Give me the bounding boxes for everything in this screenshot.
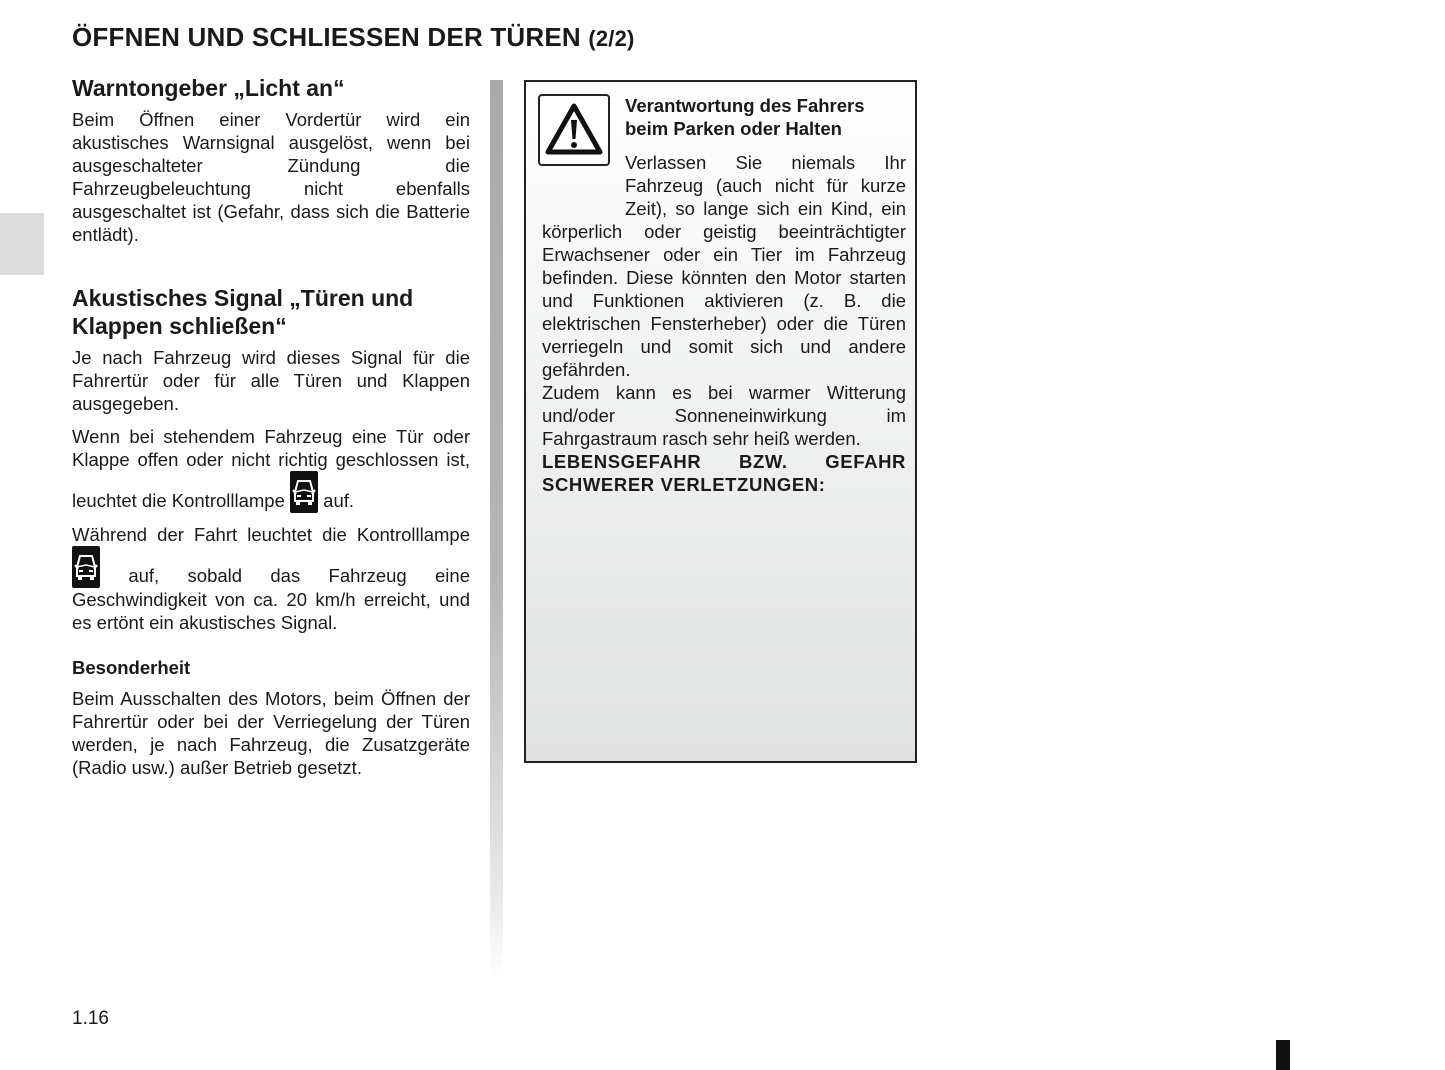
paragraph-text: Während der Fahrt leuchtet die Kontrolllampe [72,524,470,545]
page-number: 1.16 [72,1008,109,1029]
left-column [72,74,470,789]
warning-content [542,94,906,496]
section-heading-door-signal: Akustisches Signal „Türen und Klappen schließen“ [72,285,414,339]
door-open-warning-icon [72,546,100,588]
warning-emphasis: LEBENSGEFAHR BZW. GEFAHR SCHWERER VERLETZUNGEN: [542,451,906,495]
page-edge-marker [1276,1040,1290,1070]
section-heading-special: Besonderheit [72,657,191,678]
page-title-text: ÖFFNEN UND SCHLIESSEN DER TÜREN [72,22,581,52]
section-paragraph-light-warning: Beim Öffnen einer Vordertür wird ein akustisches Warnsignal ausgelöst, wenn bei ausgeschalteter Zündung die Fahrzeugbeleuchtung nicht ebenfalls ausgeschaltet ist (Gefahr, dass sich die Batterie entlädt). [72,109,470,245]
paragraph-text: auf. [323,490,355,511]
warning-paragraph-2: Zudem kann es bei warmer Witterung und/oder Sonneneinwirkung im Fahrgastraum rasch sehr heiß werden. [542,382,906,449]
section-paragraph-door-signal-3 [72,523,470,634]
paragraph-text: auf, sobald das Fahrzeug eine Geschwindigkeit von ca. 20 km/h erreicht, und es ertönt ein akustisches Signal. [72,565,470,633]
page-title [72,22,635,53]
warning-box [524,80,917,763]
warning-paragraph-1: Verlassen Sie niemals Ihr Fahrzeug (auch nicht für kurze Zeit), so lange sich ein Kind, ein körperlich oder geistig beeinträchtigter Erwachsener oder ein Tier im Fahrzeug befinden. Diese könnten den Motor starten und Funktionen aktivieren (z. B. die elektrischen Fensterheber) oder die Türen verriegeln und somit sich und andere gefährden. [542,152,906,380]
column-divider [490,80,503,980]
section-paragraph-door-signal-2 [72,425,470,513]
section-heading-light-warning: Warntongeber „Licht an“ [72,75,345,101]
section-paragraph-special: Beim Ausschalten des Motors, beim Öffnen der Fahrertür oder bei der Verriegelung der Türen werden, je nach Fahrzeug, die Zusatzgeräte (Radio usw.) außer Betrieb gesetzt. [72,688,470,778]
section-paragraph-door-signal-1: Je nach Fahrzeug wird dieses Signal für die Fahrertür oder für alle Türen und Klappen ausgegeben. [72,347,470,414]
warning-title: Verantwortung des Fahrers beim Parken oder Halten [625,95,865,139]
door-open-warning-icon [290,471,318,513]
chapter-tab-marker [0,213,44,275]
page-title-suffix: (2/2) [588,26,635,51]
paragraph-text: Wenn bei stehendem Fahrzeug eine Tür oder Klappe offen oder nicht richtig geschlossen ist, leuchtet die Kontrolllampe [72,426,470,511]
